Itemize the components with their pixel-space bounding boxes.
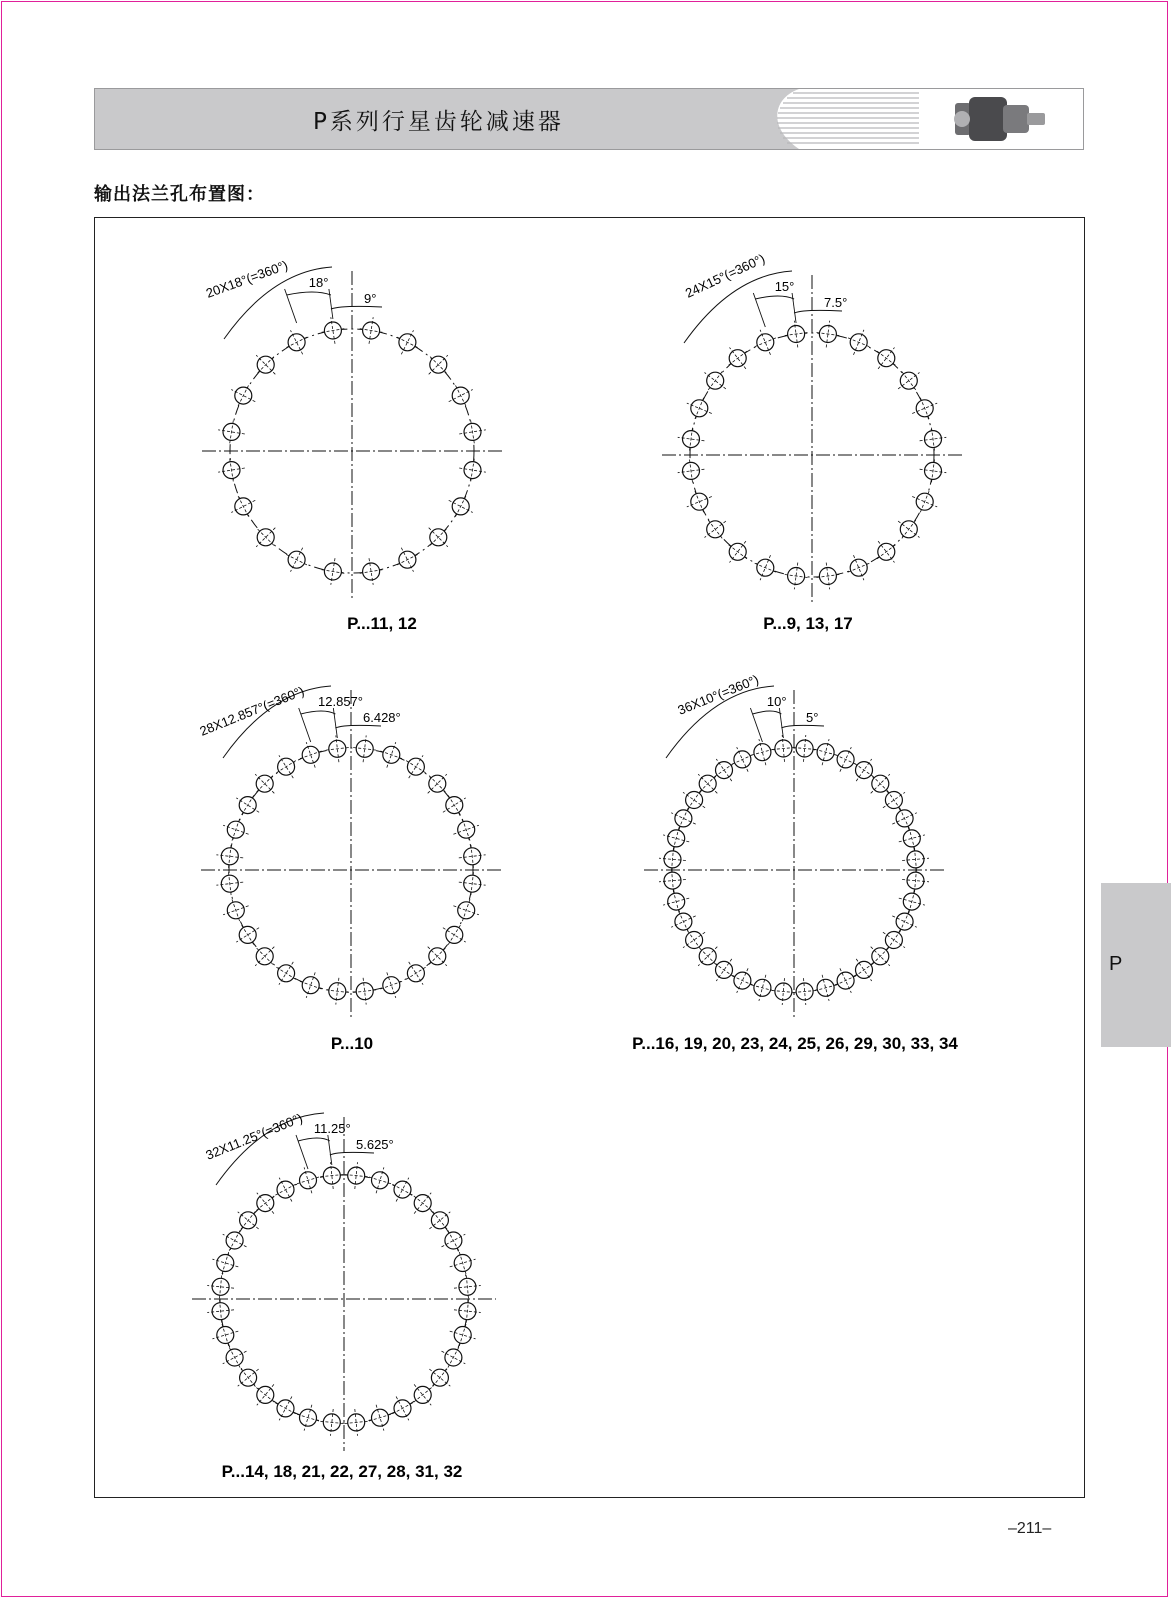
bolt-hole (883, 791, 905, 810)
bolt-hole (275, 1397, 295, 1421)
bolt-hole (729, 348, 747, 369)
bolt-hole (429, 528, 448, 547)
bolt-hole (912, 491, 937, 512)
bolt-hole (397, 548, 418, 572)
bolt-hole (450, 1324, 476, 1346)
pitch-angle-label: 11.25° (313, 1121, 351, 1136)
bolt-hole (414, 1193, 432, 1214)
bolt-hole (729, 541, 747, 562)
bolt-hole (459, 459, 486, 482)
bolt-hole (815, 975, 837, 1001)
bolt-hole (218, 459, 245, 482)
bolt-hole (297, 1405, 319, 1431)
bolt-hole (751, 975, 773, 1001)
bolt-hole (877, 541, 895, 562)
bolt-hole (380, 742, 402, 768)
bolt-hole (892, 911, 917, 932)
bolt-hole (848, 330, 869, 355)
bolt-hole (659, 869, 686, 892)
extension-line (329, 289, 333, 319)
half-pitch-dimension-line (331, 306, 382, 309)
pitch-dimension-line (755, 296, 794, 299)
bolt-hole (322, 317, 345, 344)
bolt-hole (443, 925, 466, 944)
bolt-hole (698, 774, 717, 793)
diagram-caption: P...9, 13, 17 (763, 614, 853, 633)
bolt-hole (454, 1275, 481, 1298)
bolt-hole (871, 947, 890, 966)
bolt-hole (297, 1167, 319, 1193)
bolt-hole (883, 931, 905, 950)
bolt-hole (678, 460, 705, 483)
half-pitch-angle-label: 7.5° (824, 295, 848, 310)
bolt-hole (256, 355, 275, 374)
bolt-hole (300, 742, 322, 768)
half-pitch-dimension-line (335, 725, 381, 728)
page-number: –211– (1008, 1520, 1052, 1537)
bolt-hole (255, 947, 274, 966)
bolt-hole (406, 962, 425, 985)
bolt-hole (322, 558, 345, 585)
bolt-hole (300, 972, 322, 998)
pitch-angle-label: 15° (774, 279, 795, 294)
bolt-hole (877, 348, 895, 369)
bolt-hole (899, 891, 925, 913)
bolt-hole (683, 791, 705, 810)
total-angle-label: 32X11.25°(=360°) (203, 1110, 305, 1163)
bolt-hole (892, 808, 917, 829)
bolt-hole (276, 755, 295, 778)
half-pitch-angle-label: 9° (364, 291, 377, 306)
bolt-hole (817, 563, 840, 590)
bolt-hole (238, 1211, 259, 1229)
bolt-hole (898, 520, 919, 538)
bolt-hole (256, 528, 275, 547)
bolt-hole (207, 1275, 234, 1298)
bolt-hole (687, 398, 712, 419)
bolt-hole (715, 959, 734, 981)
bolt-hole (353, 735, 376, 762)
bolt-hole (223, 899, 249, 921)
bolt-hole (360, 317, 383, 344)
half-pitch-angle-label: 5° (806, 710, 819, 725)
bolt-hole (429, 1211, 450, 1229)
bolt-hole (671, 911, 696, 932)
bolt-hole (793, 978, 816, 1005)
pitch-dimension-line (752, 711, 781, 714)
bolt-hole (256, 1193, 274, 1214)
bolt-hole (871, 774, 890, 793)
bolt-hole (459, 845, 486, 868)
bolt-hole (835, 747, 856, 772)
bolt-hole (442, 1230, 466, 1250)
bolt-hole (785, 321, 808, 348)
bolt-hole (238, 1369, 259, 1387)
bolt-hole (835, 968, 856, 993)
bolt-hole (772, 978, 795, 1005)
bolt-hole (212, 1252, 238, 1274)
bolt-hole (663, 891, 689, 913)
bolt-hole (793, 735, 816, 762)
bolt-hole (449, 385, 473, 406)
bolt-hole (231, 385, 255, 406)
bolt-hole (428, 947, 447, 966)
bolt-hole (902, 848, 929, 871)
bolt-hole (449, 496, 473, 516)
pitch-dimension-line (298, 1138, 330, 1141)
page-title: P系列行星齿轮减速器 (313, 109, 564, 135)
diagram-caption: P...16, 19, 20, 23, 24, 25, 26, 29, 30, 33, 34 (632, 1034, 958, 1053)
bolt-hole (326, 735, 349, 762)
bolt-hole (429, 1369, 450, 1387)
bolt-hole (326, 978, 349, 1005)
bolt-hole (671, 808, 696, 829)
bolt-hole (442, 1347, 466, 1367)
diagram-caption: P...10 (330, 1034, 374, 1053)
bolt-hole (286, 330, 307, 354)
bolt-hole (380, 972, 402, 998)
flange-diagram-p16-34 (632, 672, 958, 1053)
bolt-hole (772, 735, 795, 762)
bolt-hole (218, 421, 245, 444)
pitch-angle-label: 12.857° (318, 694, 363, 709)
extension-line (333, 708, 337, 738)
bolt-hole (369, 1167, 391, 1193)
bolt-hole (459, 421, 486, 444)
bolt-hole (698, 947, 717, 966)
bolt-hole (454, 1300, 481, 1323)
bolt-hole (705, 520, 726, 538)
total-angle-label: 28X12.857°(=360°) (197, 683, 307, 739)
bolt-hole (345, 1409, 368, 1436)
pitch-angle-label: 10° (766, 694, 787, 709)
pitch-dimension-line (287, 292, 331, 295)
pitch-dimension-line (301, 711, 336, 714)
bolt-hole (443, 795, 466, 814)
bolt-hole (902, 869, 929, 892)
bolt-hole (353, 978, 376, 1005)
extension-line (779, 708, 783, 738)
bolt-hole (912, 398, 937, 419)
bolt-hole (755, 330, 776, 355)
bolt-hole (920, 460, 947, 483)
bolt-hole (345, 1162, 368, 1189)
bolt-hole (406, 755, 425, 778)
total-angle-label: 24X15°(=360°) (682, 250, 768, 301)
bolt-hole (286, 548, 307, 572)
section-title: 输出法兰孔布置图： (94, 184, 265, 205)
bolt-hole (855, 759, 874, 781)
bolt-hole (785, 563, 808, 590)
pitch-angle-label: 18° (308, 275, 329, 290)
total-angle-label: 36X10°(=360°) (675, 671, 761, 718)
extension-line (328, 1135, 332, 1165)
bolt-hole (223, 819, 249, 841)
diagram-caption: P...11, 12 (347, 614, 417, 633)
bolt-hole (899, 827, 925, 849)
bolt-hole (450, 1252, 476, 1274)
bolt-hole (414, 1384, 432, 1405)
bolt-hole (320, 1162, 343, 1189)
bolt-hole (428, 774, 447, 793)
half-pitch-dimension-line (794, 310, 842, 313)
bolt-hole (223, 1347, 247, 1367)
bolt-hole (392, 1397, 412, 1421)
bolt-hole (659, 848, 686, 871)
bolt-hole (236, 925, 259, 944)
bolt-hole (815, 739, 837, 765)
extension-line (792, 293, 796, 323)
bolt-hole (369, 1405, 391, 1431)
bolt-hole (236, 795, 259, 814)
bolt-hole (231, 496, 255, 516)
bolt-hole (216, 845, 243, 868)
half-pitch-dimension-line (330, 1152, 374, 1155)
flange-diagram-p14-32 (192, 1110, 496, 1481)
half-pitch-angle-label: 6.428° (363, 710, 401, 725)
bolt-hole (216, 872, 243, 895)
bolt-hole (276, 962, 295, 985)
bolt-hole (392, 1178, 412, 1202)
bolt-hole (732, 968, 753, 993)
flange-diagram-p11-12 (202, 257, 502, 633)
bolt-hole (256, 1384, 274, 1405)
bolt-hole (207, 1300, 234, 1323)
bolt-hole (751, 739, 773, 765)
half-pitch-dimension-line (781, 725, 824, 728)
bolt-hole (255, 774, 274, 793)
bolt-hole (459, 872, 486, 895)
bolt-hole (453, 899, 479, 921)
bolt-hole (397, 330, 418, 354)
bolt-hole (663, 827, 689, 849)
bolt-hole (715, 759, 734, 781)
bolt-hole (898, 372, 919, 390)
bolt-hole (360, 558, 383, 585)
bolt-hole (429, 355, 448, 374)
bolt-hole (732, 747, 753, 772)
side-tab-label: P (1109, 953, 1123, 975)
half-pitch-angle-label: 5.625° (356, 1137, 394, 1152)
bolt-hole (848, 555, 869, 580)
bolt-hole (212, 1324, 238, 1346)
bolt-hole (817, 321, 840, 348)
bolt-hole (320, 1409, 343, 1436)
bolt-hole (223, 1230, 247, 1250)
bolt-hole (855, 959, 874, 981)
bolt-hole (755, 555, 776, 580)
diagram-caption: P...14, 18, 21, 22, 27, 28, 31, 32 (221, 1462, 463, 1481)
flange-diagram-p9-13-17 (662, 251, 962, 633)
bolt-hole (705, 372, 726, 390)
bolt-hole (275, 1178, 295, 1202)
bolt-hole (453, 819, 479, 841)
side-tab (1101, 883, 1171, 1047)
flange-diagram-p10 (198, 683, 501, 1053)
total-angle-label: 20X18°(=360°) (203, 257, 290, 301)
bolt-hole (920, 428, 947, 451)
bolt-hole (683, 931, 705, 950)
bolt-hole (678, 428, 705, 451)
bolt-hole (687, 491, 712, 512)
